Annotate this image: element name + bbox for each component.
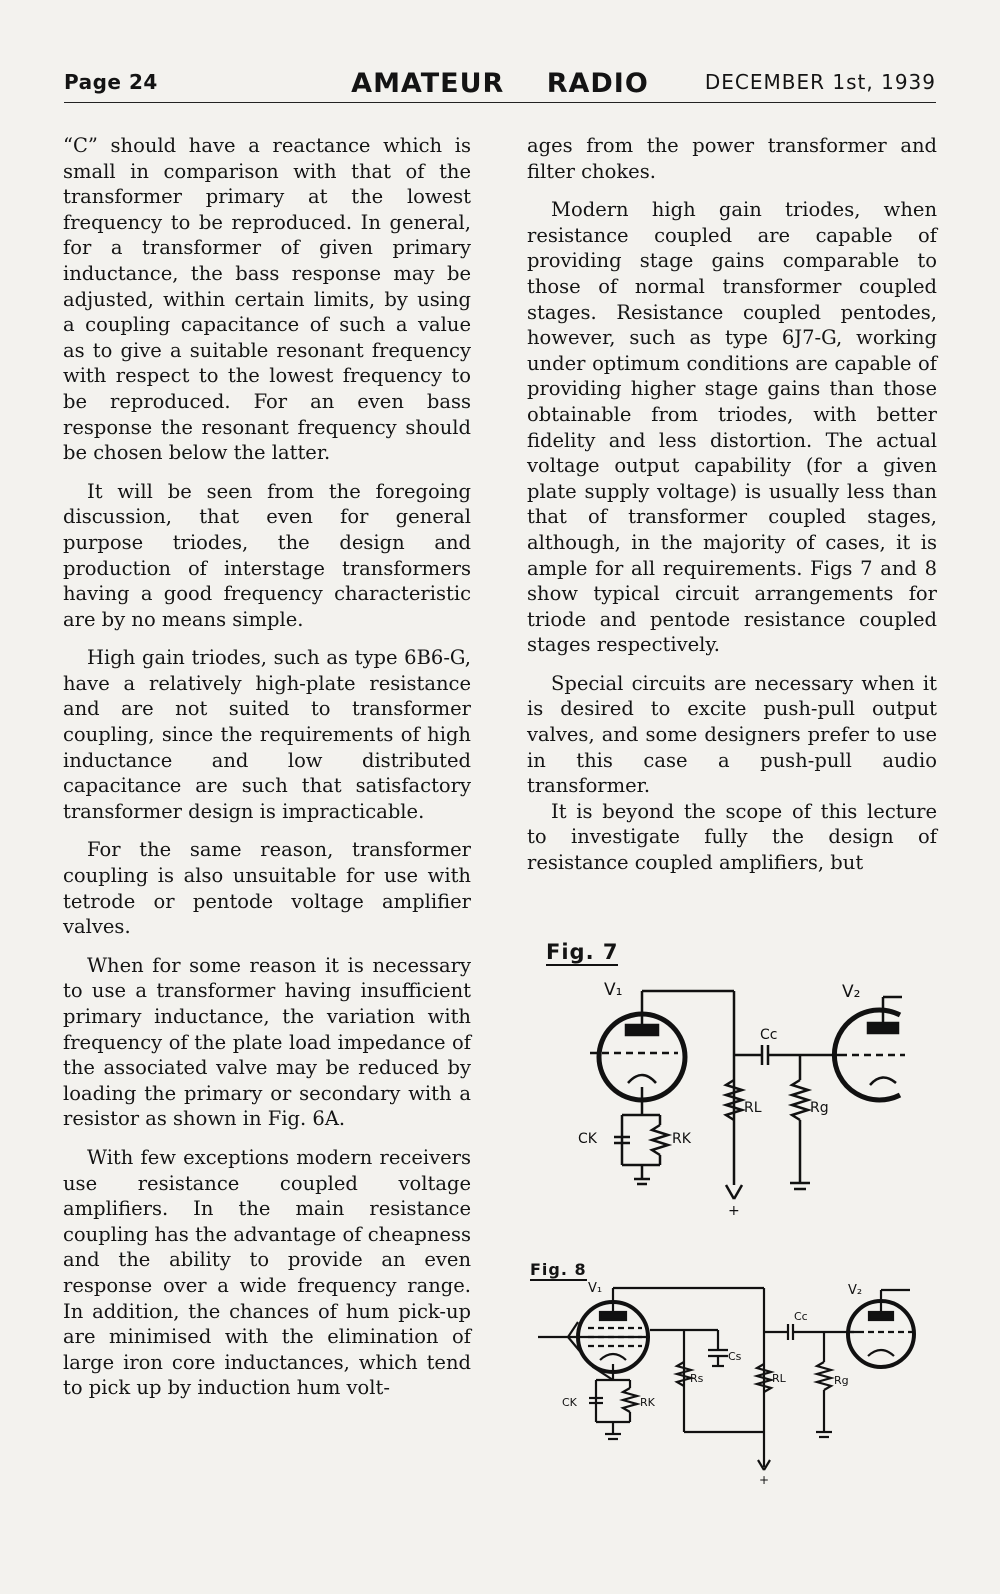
- fig7-v2-label: V₂: [842, 982, 861, 1002]
- fig7-label: Fig. 7: [546, 940, 619, 964]
- fig8-v1-label: V₁: [588, 1282, 603, 1296]
- fig7-rg-label: Rg: [810, 1100, 829, 1116]
- paragraph: With few exceptions modern receivers use resistance coupled voltage amplifiers. In the main resistance coupling has the advantage of cheapness and the ability to provide an even response over a wide frequency range. In addition, the chances of hum pick-up are minimised with the elimination of large iron core inductances, which tend to pick up by induction hum volt-: [63, 1145, 471, 1400]
- fig8-plus-label: +: [759, 1473, 770, 1487]
- right-column: [527, 133, 937, 876]
- left-column: [63, 133, 471, 1401]
- page-header: [64, 68, 936, 103]
- paragraph: ages from the power transformer and filter chokes.: [527, 134, 937, 183]
- paragraph: Modern high gain triodes, when resistance coupled are capable of providing stage gains comparable to those of normal transformer coupled stages. Resistance coupled pentodes, however, such as type 6J7-G, working under optimum conditions are capable of providing higher stage gains than those obtainable from triodes, with better fidelity and less distortion. The actual voltage output capability (for a given plate supply voltage) is usually less than that of transformer coupled stages, although, in the majority of cases, it is ample for all requirements. Figs 7 and 8 show typical circuit arrangements for triode and pentode resistance coupled stages respectively.: [527, 198, 937, 657]
- paragraph: “C” should have a reactance which is small in comparison with that of the transformer primary at the lowest frequency to be reproduced. In general, for a transformer of given primary inductance, the bass response may be adjusted, within certain limits, by using a coupling capacitance of such a value as to give a suitable resonant frequency with respect to the lowest frequency to be reproduced. For an even bass response the resonant frequency should be chosen below the latter.: [63, 134, 471, 465]
- magazine-title: AMATEUR RADIO: [351, 68, 649, 99]
- paragraph: For the same reason, transformer coupling is also unsuitable for use with tetrode or pentode voltage amplifier valves.: [63, 838, 471, 939]
- issue-date: DECEMBER 1st, 1939: [704, 70, 936, 94]
- fig8-cs-label: Cs: [728, 1350, 742, 1363]
- fig8-label: Fig. 8: [530, 1260, 587, 1279]
- paragraph: When for some reason it is necessary to use a transformer having insufficient primary inductance, the variation with frequency of the plate load impedance of the associated valve may be reduced by loading the primary or secondary with a resistor as shown in Fig. 6A.: [63, 953, 471, 1131]
- fig8-v2-label: V₂: [848, 1283, 863, 1298]
- fig7-cc-label: Cc: [760, 1027, 778, 1043]
- fig8-rl-label: RL: [772, 1372, 786, 1385]
- fig8-pentode-circuit: [538, 1282, 930, 1492]
- fig8-rg-label: Rg: [834, 1374, 849, 1387]
- paragraph: High gain triodes, such as type 6B6-G, have a relatively high-plate resistance and are not suited to transformer coupling, since the requirements of high inductance and low distributed capacitance are such that satisfactory transformer design is impracticable.: [63, 646, 471, 823]
- paragraph: Special circuits are necessary when it is desired to excite push-pull output valves, and some designers prefer to use in this case a push-pull audio transformer.: [527, 671, 937, 798]
- fig8-ck-label: CK: [562, 1396, 577, 1409]
- fig8-rk-label: RK: [640, 1396, 655, 1409]
- paragraph: It is beyond the scope of this lecture to investigate fully the design of resistance coupled amplifiers, but: [527, 799, 937, 875]
- fig7-rk-label: RK: [672, 1131, 691, 1147]
- fig7-plus-label: +: [728, 1203, 740, 1219]
- page-number: Page 24: [64, 70, 158, 94]
- fig7-rl-label: RL: [744, 1100, 762, 1116]
- fig7-ck-label: CK: [578, 1131, 597, 1147]
- fig8-cc-label: Cc: [794, 1310, 808, 1323]
- fig7-triode-circuit: [560, 975, 920, 1225]
- fig7-v1-label: V₁: [604, 980, 623, 1000]
- fig8-rs-label: Rs: [690, 1372, 704, 1385]
- paragraph: It will be seen from the foregoing discussion, that even for general purpose triodes, the design and production of interstage transformers having a good frequency characteristic are by no means simple.: [63, 479, 471, 631]
